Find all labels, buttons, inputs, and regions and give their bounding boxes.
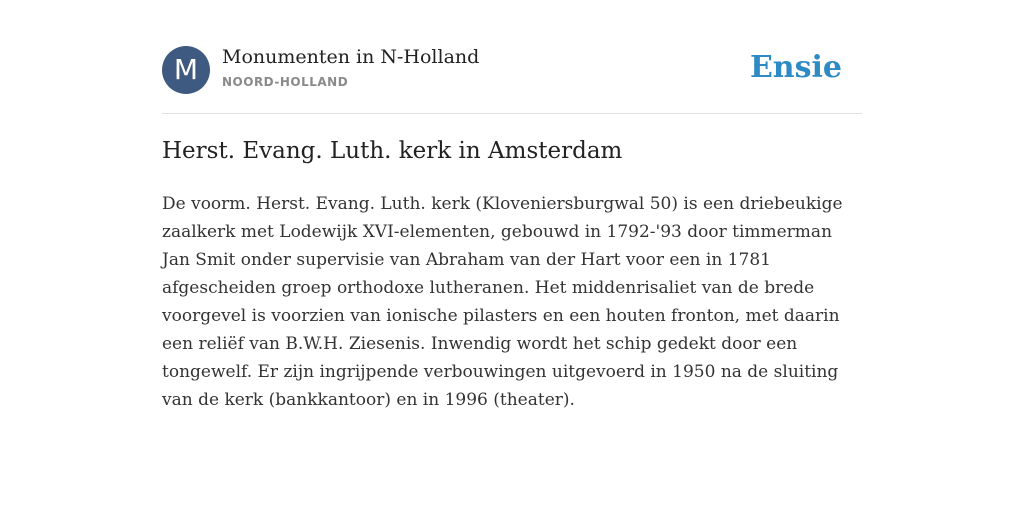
article-title: Herst. Evang. Luth. kerk in Amsterdam [162, 138, 623, 164]
divider [162, 113, 862, 114]
brand-logo[interactable]: Ensie [749, 50, 842, 85]
article-body: De voorm. Herst. Evang. Luth. kerk (Kloveniersburgwal 50) is een driebeukige zaalkerk met Lodewijk XVI-elementen, gebouwd in 1792-'93 door timmerman Jan Smit onder supervisie van Abraham van der Hart voor een in 1781 afgescheiden groep orthodoxe lutheranen. Het middenrisaliet van de brede voorgevel is voorzien van ionische pilasters en een houten fronton, met daarin een reliëf van B.W.H. Ziesenis. Inwendig wordt het schip gedekt door een tongewelf. Er zijn ingrijpende verbouwingen uitgevoerd in 1950 na de sluiting van de kerk (bankkantoor) en in 1996 (theater). [162, 194, 843, 410]
source-subtitle: NOORD-HOLLAND [222, 75, 349, 89]
source-title[interactable]: Monumenten in N-Holland [222, 46, 480, 68]
source-header [162, 46, 862, 96]
avatar[interactable]: M [162, 46, 210, 94]
